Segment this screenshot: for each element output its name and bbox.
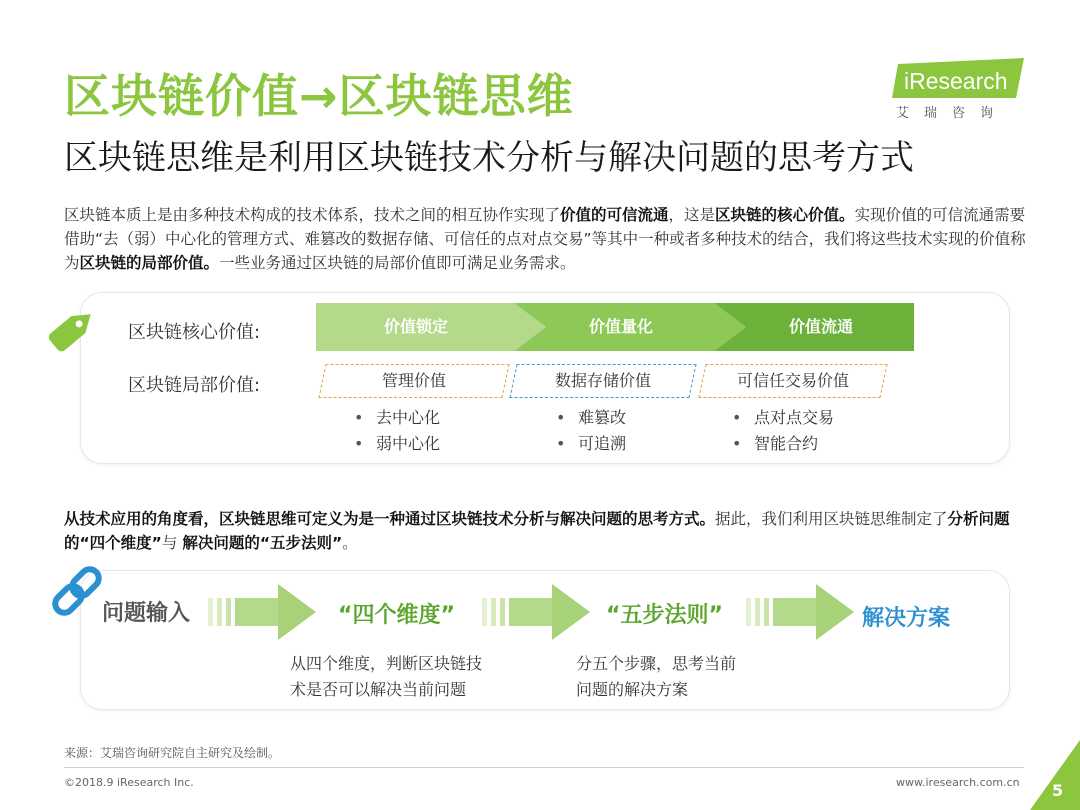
- tag-icon: [40, 296, 106, 362]
- core-step-2: 价值量化: [588, 317, 653, 336]
- flow-arrow-3: [746, 582, 858, 642]
- core-step-3: 价值流通: [788, 317, 853, 336]
- page-subtitle: 区块链思维是利用区块链技术分析与解决问题的思考方式: [64, 138, 914, 178]
- trading-bullets: [732, 405, 834, 457]
- list-item: • 去中心化: [354, 408, 441, 427]
- p2-text-2: 与: [161, 534, 183, 552]
- local-value-management: [318, 364, 509, 398]
- flow-arrow-1: [208, 582, 320, 642]
- list-item: • 点对点交易: [732, 408, 835, 427]
- local-value-management-label: 管理价值: [381, 371, 446, 390]
- list-item: • 智能合约: [732, 434, 819, 453]
- list-item: • 可追溯: [556, 434, 627, 453]
- flow-step-input: 问题输入: [102, 601, 191, 626]
- four-dimensions-description: 从四个维度，判断区块链技 术是否可以解决当前问题: [290, 654, 483, 699]
- flow-arrow-2: [482, 582, 594, 642]
- page-title: 区块链价值→区块链思维: [64, 69, 574, 123]
- list-item: • 弱中心化: [354, 434, 441, 453]
- five-rules-description: 分五个步骤，思考当前 问题的解决方案: [576, 654, 737, 699]
- website-link[interactable]: www.iresearch.com.cn: [896, 776, 1020, 789]
- core-step-1: 价值锁定: [383, 317, 448, 336]
- core-value-label: 区块链核心价值:: [128, 322, 261, 343]
- intro-text-1: 区块链本质上是由多种技术构成的技术体系，技术之间的相互协作实现了: [64, 206, 561, 224]
- p2-bold-2: 分析问题的“四个维度”: [64, 510, 1010, 552]
- local-value-storage-label: 数据存储价值: [554, 371, 651, 390]
- p2-bold-1: 从技术应用的角度看，区块链思维可定义为是一种通过区块链技术分析与解决问题的思考方式。: [64, 510, 716, 528]
- page-number: 5: [1052, 781, 1064, 800]
- flow-step-solution: 解决方案: [862, 606, 951, 631]
- intro-bold-3: 区块链的局部价值。: [79, 254, 220, 272]
- logo-badge: [890, 58, 1030, 102]
- footer-divider: [64, 767, 1024, 768]
- intro-bold-2: 区块链的核心价值。: [715, 206, 855, 224]
- intro-paragraph: [64, 203, 1039, 275]
- flow-step-four-dimensions: “四个维度”: [338, 603, 455, 628]
- logo-brand-text: iResearch: [904, 68, 1008, 94]
- core-value-chevrons: [316, 303, 914, 351]
- local-value-storage: [509, 364, 696, 398]
- management-bullets: [354, 405, 440, 457]
- logo-chinese: 艾瑞咨询: [896, 106, 1009, 121]
- iresearch-logo: [890, 58, 1030, 128]
- link-icon: [46, 560, 108, 622]
- p2-text-1: 据此，我们利用区块链思维制定了: [715, 510, 948, 528]
- local-value-trading: [698, 364, 887, 398]
- intro-text-2: ，这是: [668, 206, 716, 224]
- storage-bullets: [556, 405, 626, 457]
- source-note: 来源：艾瑞咨询研究院自主研究及绘制。: [64, 746, 281, 760]
- flow-step-five-rules: “五步法则”: [606, 603, 723, 628]
- intro-text-3: 实现价值的可信流通需要借助“去（弱）中心化的管理方式、难篡改的数据存储、可信任的点对点交易”等其中一种或者多种技术的结合，我们将这些技术实现的价值称为: [64, 206, 1026, 272]
- p2-bold-3: 解决问题的“五步法则”: [182, 534, 343, 552]
- local-value-trading-label: 可信任交易价值: [736, 371, 849, 390]
- intro-text-4: 一些业务通过区块链的局部价值即可满足业务需求。: [219, 254, 576, 272]
- definition-paragraph: [64, 507, 1039, 555]
- list-item: • 难篡改: [556, 408, 627, 427]
- local-value-label: 区块链局部价值:: [128, 375, 261, 396]
- intro-bold-1: 价值的可信流通: [560, 206, 669, 224]
- p2-text-3: 。: [342, 534, 358, 552]
- copyright: ©2018.9 iResearch Inc.: [64, 776, 194, 789]
